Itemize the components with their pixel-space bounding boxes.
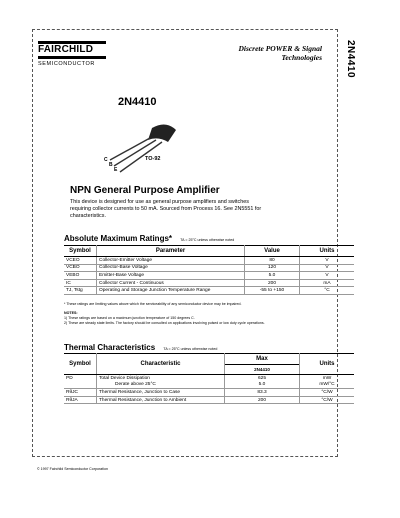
thermal-table [64,353,354,404]
col-max: Max [225,354,300,365]
package-label: TO-92 [145,156,161,162]
col-units: Units [300,246,355,257]
cell-characteristic: Thermal Resistance, Junction to Ambient [97,396,225,404]
cell-units: V [300,257,355,265]
cell-value: 5.0 [245,272,300,280]
thermal-condition: TA = 25°C unless otherwise noted [163,347,218,351]
logo-subtext: SEMICONDUCTOR [38,61,95,67]
cell-value: 80 [245,257,300,265]
cell-units: °C/W [300,389,355,397]
col-value: Value [245,246,300,257]
note-1: 1) These ratings are based on a maximum junction temperature of 150 degrees C. [64,316,195,320]
to92-package-icon [96,118,186,178]
thermal-title-text: Thermal Characteristics [64,343,156,352]
pin-label-e: E [114,167,118,173]
col-characteristic: Characteristic [97,354,225,375]
thermal-header-row [64,354,354,365]
cell-max: 83.3 [225,389,300,397]
table-row [64,375,354,382]
table-row [64,287,354,295]
abs-max-condition: TA = 25°C unless otherwise noted [180,238,235,242]
cell-symbol: VCEO [64,257,97,265]
tagline [202,44,322,62]
cell-parameter: Collector-Base Voltage [97,264,245,272]
table-row [64,264,354,272]
cell-units: mW [322,375,332,381]
cell-units: °C [300,287,355,295]
pin-label-c: C [104,157,108,163]
table-row [64,257,354,265]
cell-units: mW/°C [300,382,355,389]
table-row [64,382,354,389]
cell-max: 5.0 [225,382,300,389]
cell-symbol: IC [64,279,97,287]
cell-symbol: VCBO [64,264,97,272]
cell-value: 120 [245,264,300,272]
col-symbol: Symbol [64,246,97,257]
device-description: This device is designed for use as general purpose amplifiers and switches requiring collector currents to 50 mA. Sourced from Process 16. See 2N5551 for characteristics. [70,199,262,219]
cell-symbol: RθJA [64,396,97,404]
abs-max-title-text: Absolute Maximum Ratings* [64,234,173,243]
abs-max-header-row [64,246,354,257]
cell-units: mA [300,279,355,287]
cell-symbol: TJ, Tstg [64,287,97,295]
fairchild-logo [38,41,106,67]
notes-title: NOTES: [64,311,78,315]
cell-symbol: VEBO [64,272,97,280]
thermal-title [64,343,217,352]
cell-characteristic: Total Device Dissipation [97,375,225,382]
note-2: 2) These are steady state limits. The factory should be consulted on applications involving pulsed or low duty cycle operations. [64,321,265,325]
cell-units: V [300,264,355,272]
package-body [148,124,176,142]
table-row [64,396,354,404]
cell-symbol: PD [64,375,97,382]
cell-max: 200 [225,396,300,404]
table-row [64,272,354,280]
col-units: Units [300,354,355,375]
table-row [64,389,354,397]
cell-parameter: Emitter-Base Voltage [97,272,245,280]
tagline-line2: Technologies [281,53,322,62]
cell-parameter: Collector-Emitter Voltage [97,257,245,265]
tagline-line1: Discrete POWER & Signal [238,44,322,53]
cell-symbol: RθJC [64,389,97,397]
col-symbol: Symbol [64,354,97,375]
side-part-number: 2N4410 [345,40,356,79]
part-title: 2N4410 [118,96,157,108]
logo-bar-bottom [38,56,106,59]
cell-characteristic: Thermal Resistance, Junction to Case [97,389,225,397]
cell-parameter: Collector Current - Continuous [97,279,245,287]
col-max-part: 2N4410 [225,365,300,375]
copyright-footer: © 1997 Fairchild Semiconductor Corporation [37,467,108,471]
cell-value: 200 [245,279,300,287]
device-heading: NPN General Purpose Amplifier [70,185,220,196]
logo-wordmark: FAIRCHILD [38,44,94,55]
cell-symbol [64,382,97,389]
cell-units: °C/W [300,396,355,404]
cell-max: 625 [225,375,300,382]
cell-parameter: Operating and Storage Junction Temperature Range [97,287,245,295]
abs-max-title [64,234,234,243]
cell-characteristic: Derate above 25°C [97,382,225,389]
cell-units: V [300,272,355,280]
col-parameter: Parameter [97,246,245,257]
cell-value: -55 to +150 [245,287,300,295]
abs-max-footnote: * These ratings are limiting values above which the serviceability of any semiconductor device may be impaired. [64,302,242,306]
pin-label-b: B [109,162,113,168]
table-row [64,279,354,287]
abs-max-table [64,245,354,295]
